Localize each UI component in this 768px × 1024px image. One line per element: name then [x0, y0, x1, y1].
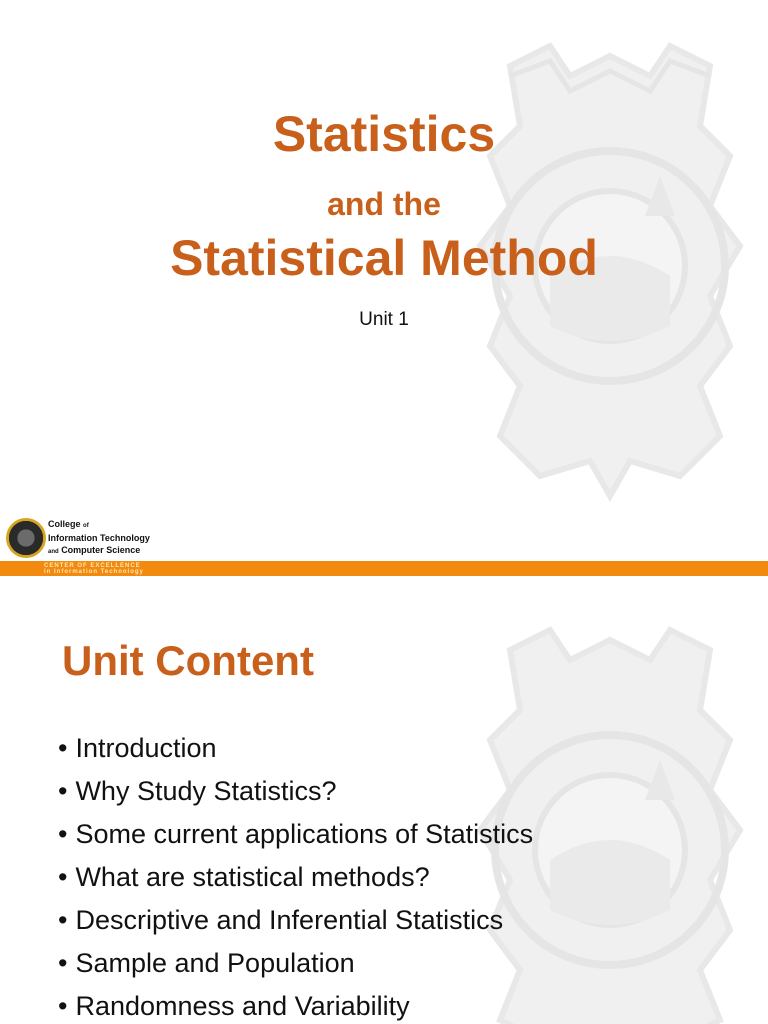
slide-title-connector: and the [327, 186, 441, 222]
content-slide [0, 590, 768, 1024]
list-item: • What are statistical methods? [58, 856, 533, 899]
slide-title: Unit Content [62, 637, 314, 684]
list-item: • Randomness and Variability [58, 985, 533, 1024]
college-seal-icon [6, 518, 46, 558]
slide-title-line2: Statistical Method [170, 230, 598, 286]
slide-title: Statistics [272, 106, 496, 162]
list-item: • Some current applications of Statistics [58, 813, 533, 856]
list-item: • Sample and Population [58, 942, 533, 985]
college-tagline: CENTER OF EXCELLENCE in Information Technology [44, 563, 144, 575]
college-name: College of Information Technology and Computer Science [48, 519, 150, 555]
content-list [58, 727, 533, 1024]
slide-subtitle: Unit 1 [359, 309, 409, 330]
list-item: • Why Study Statistics? [58, 770, 533, 813]
slide-separator [0, 576, 768, 590]
list-item: • Introduction [58, 727, 533, 770]
list-item: • Descriptive and Inferential Statistics [58, 899, 533, 942]
